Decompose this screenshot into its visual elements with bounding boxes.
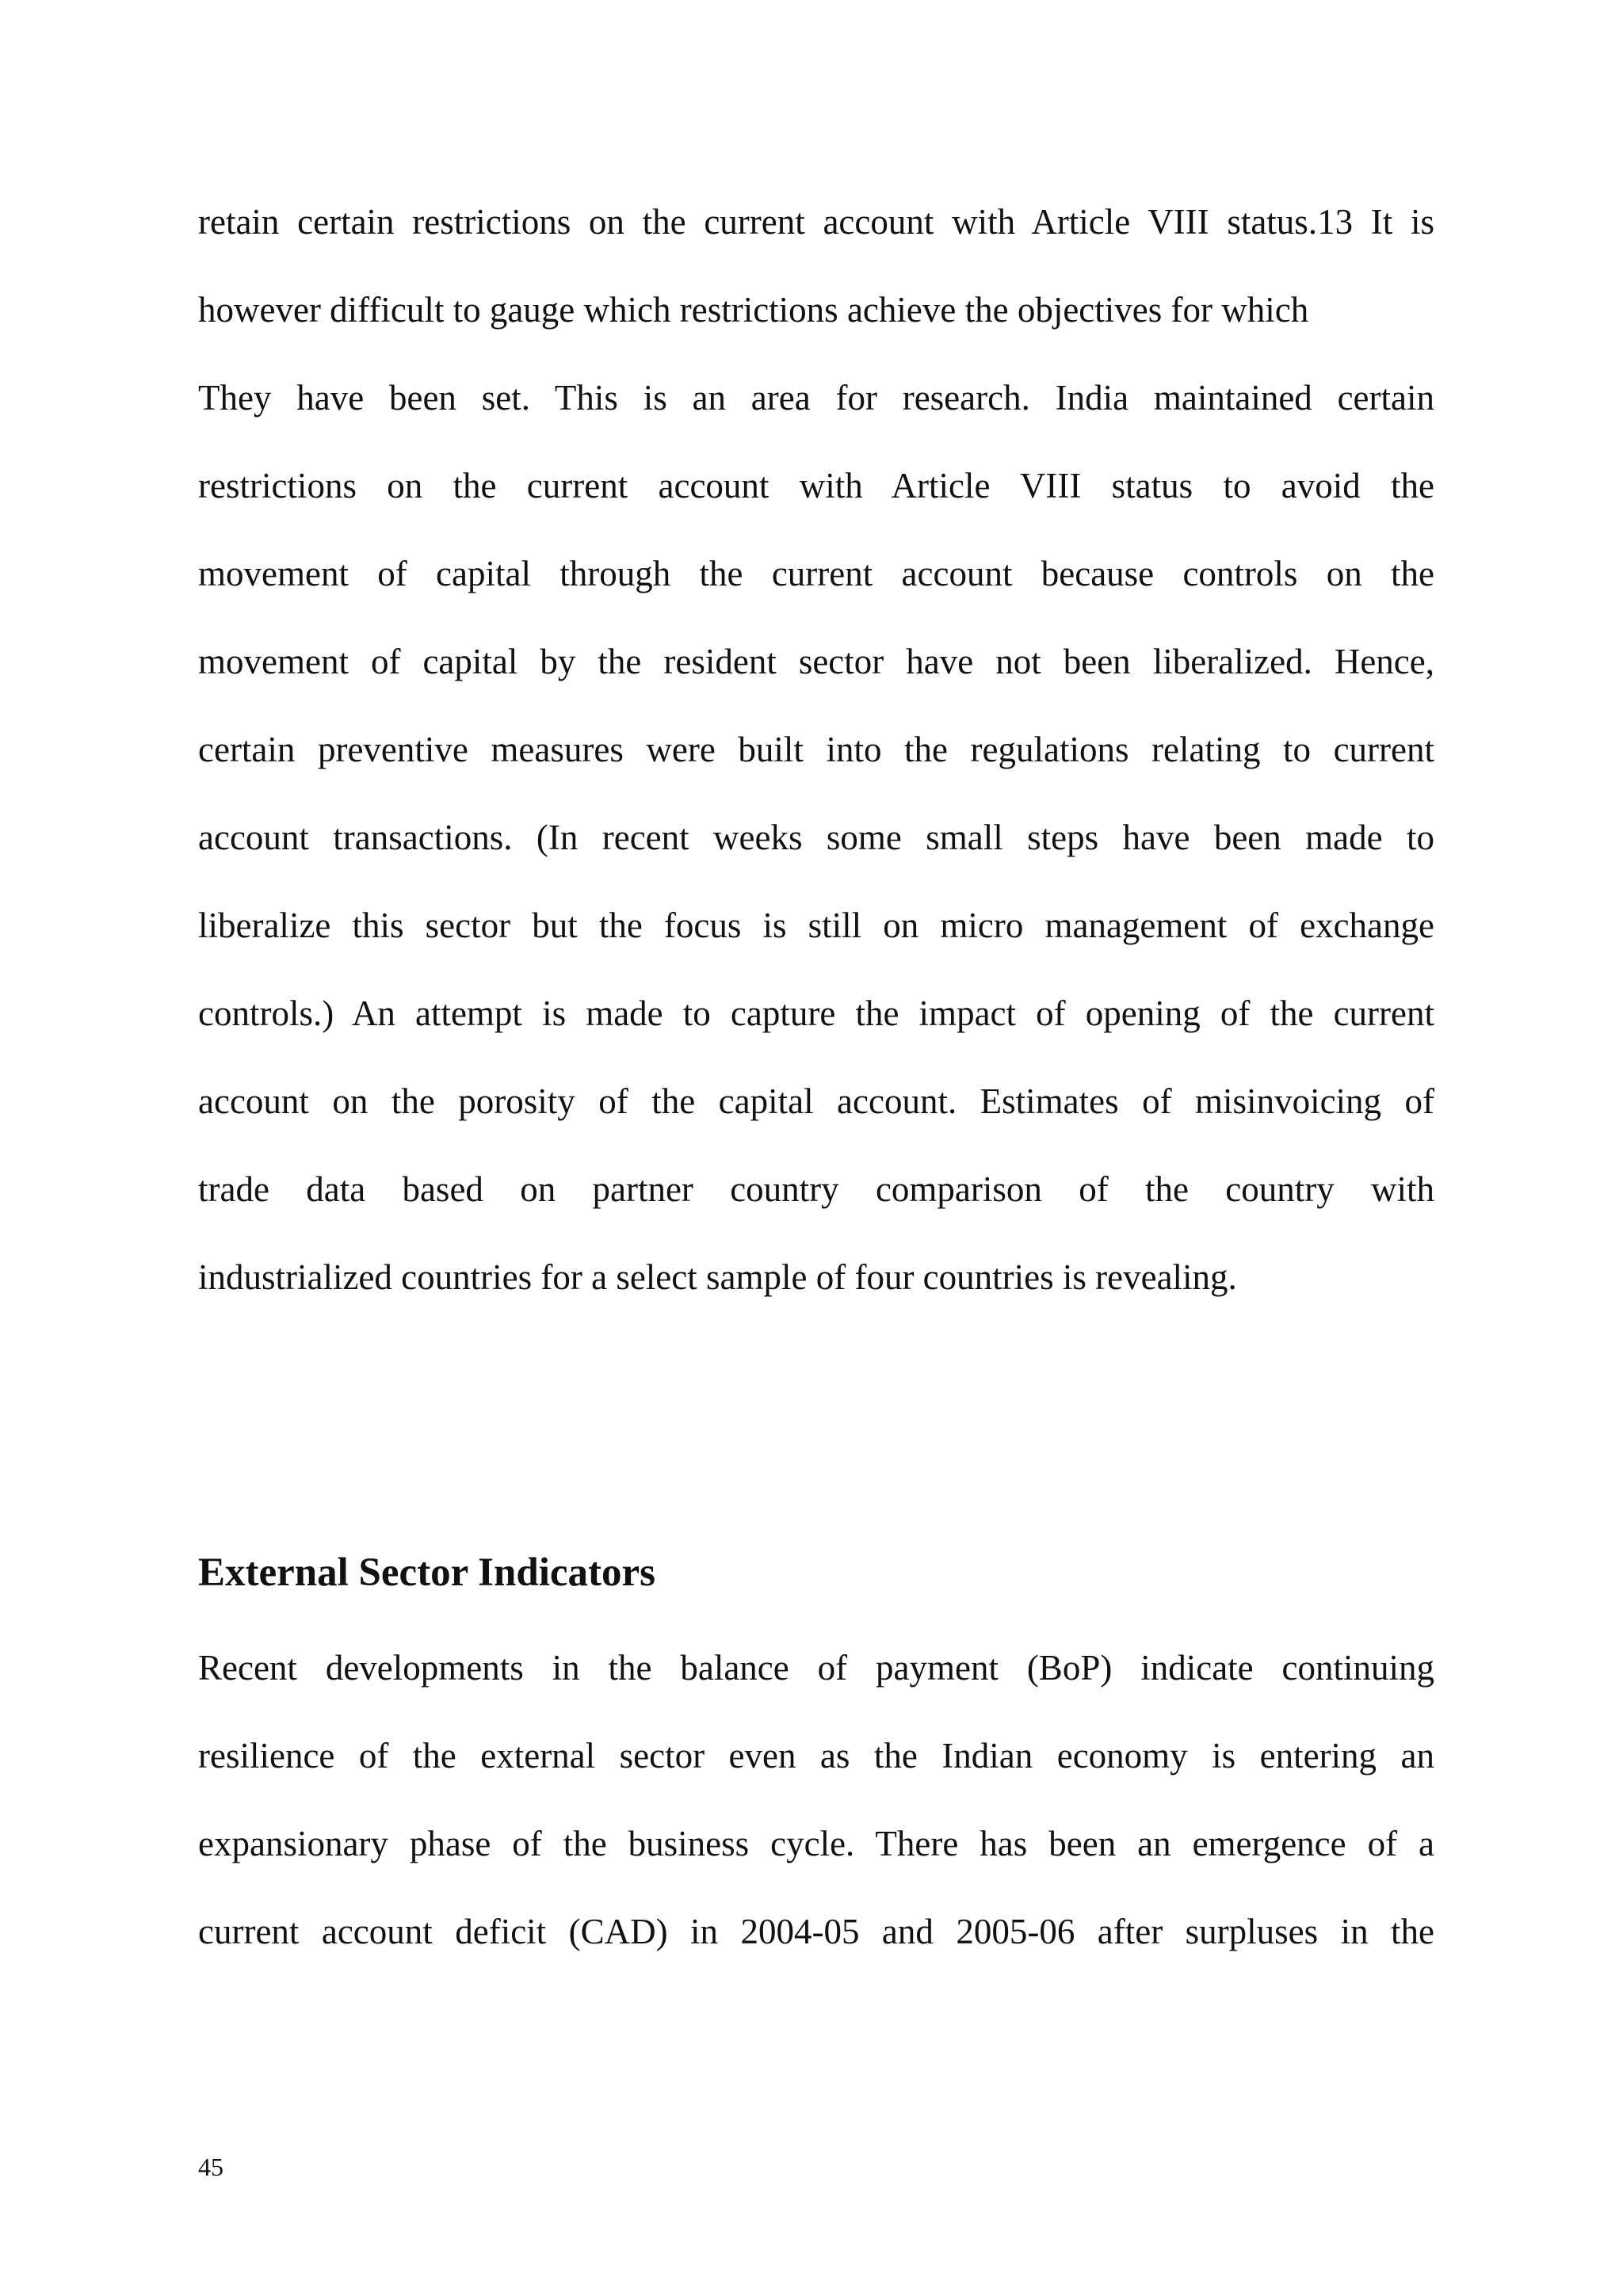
text-line: liberalize this sector but the focus is still on micro management of exchange [198,906,1434,945]
text-line: account on the porosity of the capital account. Estimates of misinvoicing of [198,1081,1434,1121]
text-line: movement of capital through the current account because controls on the [198,554,1434,593]
body-paragraph-2 [198,1624,1434,1976]
text-line: industrialized countries for a select sample of four countries is revealing. [198,1257,1237,1297]
text-line: however difficult to gauge which restrictions achieve the objectives for which [198,290,1309,330]
text-line: certain preventive measures were built into the regulations relating to current [198,730,1434,769]
text-line: trade data based on partner country comparison of the country with [198,1169,1434,1209]
text-line: current account deficit (CAD) in 2004-05 and 2005-06 after surpluses in the [198,1912,1434,1951]
text-line: They have been set. This is an area for research. India maintained certain [198,378,1434,418]
text-line: expansionary phase of the business cycle. There has been an emergence of a [198,1824,1434,1863]
text-line: controls.) An attempt is made to capture the impact of opening of the current [198,994,1434,1033]
text-line: account transactions. (In recent weeks some small steps have been made to [198,818,1434,857]
text-line: Recent developments in the balance of payment (BoP) indicate continuing [198,1648,1434,1688]
text-line: restrictions on the current account with Article VIII status to avoid the [198,466,1434,505]
text-line: movement of capital by the resident sector have not been liberalized. Hence, [198,642,1434,681]
text-line: retain certain restrictions on the current account with Article VIII status.13 It is [198,202,1434,242]
body-paragraph-1 [198,178,1434,1322]
section-heading: External Sector Indicators [198,1550,655,1595]
text-line: resilience of the external sector even as the Indian economy is entering an [198,1736,1434,1775]
page-number: 45 [198,2153,223,2181]
